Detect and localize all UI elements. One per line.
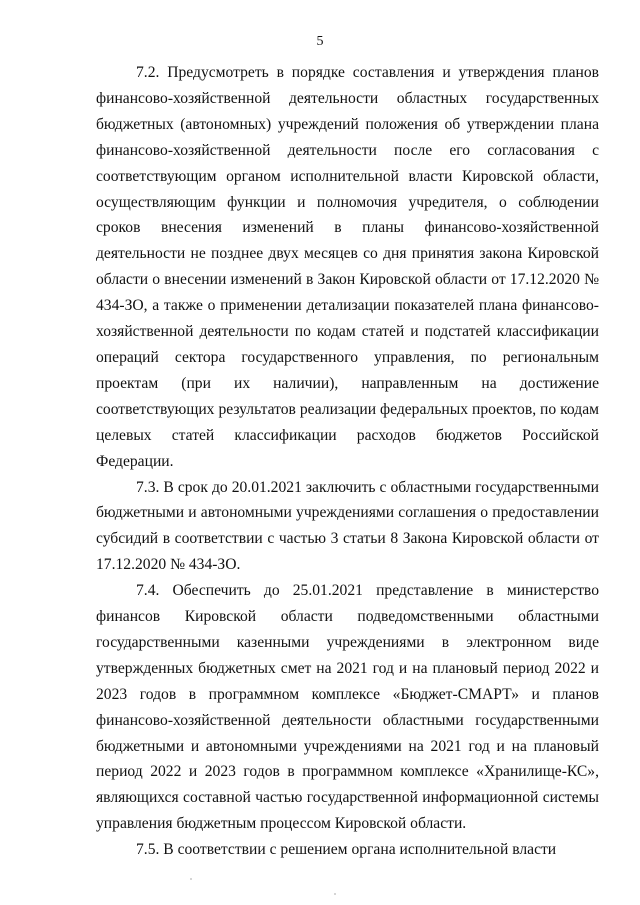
paragraph-7-4: 7.4. Обеспечить до 25.01.2021 представление в министерство финансов Кировской области подведомственными областными государственными казенными учреждениями в электронном виде утвержденных бюджетных смет на 2021 год и на плановый период 2022 и 2023 годов в программном комплексе «Бюджет-СМАРТ» и планов финансово-хозяйственной деятельности областными государственными бюджетными и автономными учреждениями на 2021 год и на плановый период 2022 и 2023 годов в программном комплексе «Хранилище-КС», являющихся составной частью государственной информационной системы управления бюджетным процессом Кировской области. xyxy=(96,582,599,833)
paragraph-7-2: 7.2. Предусмотреть в порядке составления и утверждения планов финансово-хозяйственной деятельности областных государственных бюджетных (автономных) учреждений положения об утверждении плана финансово-хозяйственной деятельности после его согласования с соответствующим органом исполнительной власти Кировской области, осуществляющим функции и полномочия учредителя, о соблюдении сроков внесения изменений в планы финансово-хозяйственной деятельности не позднее двух месяцев со дня принятия закона Кировской области о внесении изменений в Закон Кировской области от 17.12.2020 № 434-ЗО, а также о применении детализации показателей плана финансово-хозяйственной деятельности по кодам статей и подстатей классификации операций сектора государственного управления, по региональным проектам (при их наличии), направленным на достижение соответствующих результатов реализации федеральных проектов, по кодам целевых статей классификации расходов бюджетов Российской Федерации. xyxy=(96,64,599,470)
paragraph-7-3: 7.3. В срок до 20.01.2021 заключить с областными государственными бюджетными и автономными учреждениями соглашения о предоставлении субсидий в соответствии с частью 3 статьи 8 Закона Кировской области от 17.12.2020 № 434-ЗО. xyxy=(96,478,599,574)
scan-artifact-dot xyxy=(334,893,336,895)
paragraph-7-5: 7.5. В соответствии с решением органа исполнительной власти xyxy=(136,841,557,859)
scan-artifact-dot xyxy=(190,878,192,880)
document-body xyxy=(96,60,599,863)
page-number: 5 xyxy=(316,34,324,49)
